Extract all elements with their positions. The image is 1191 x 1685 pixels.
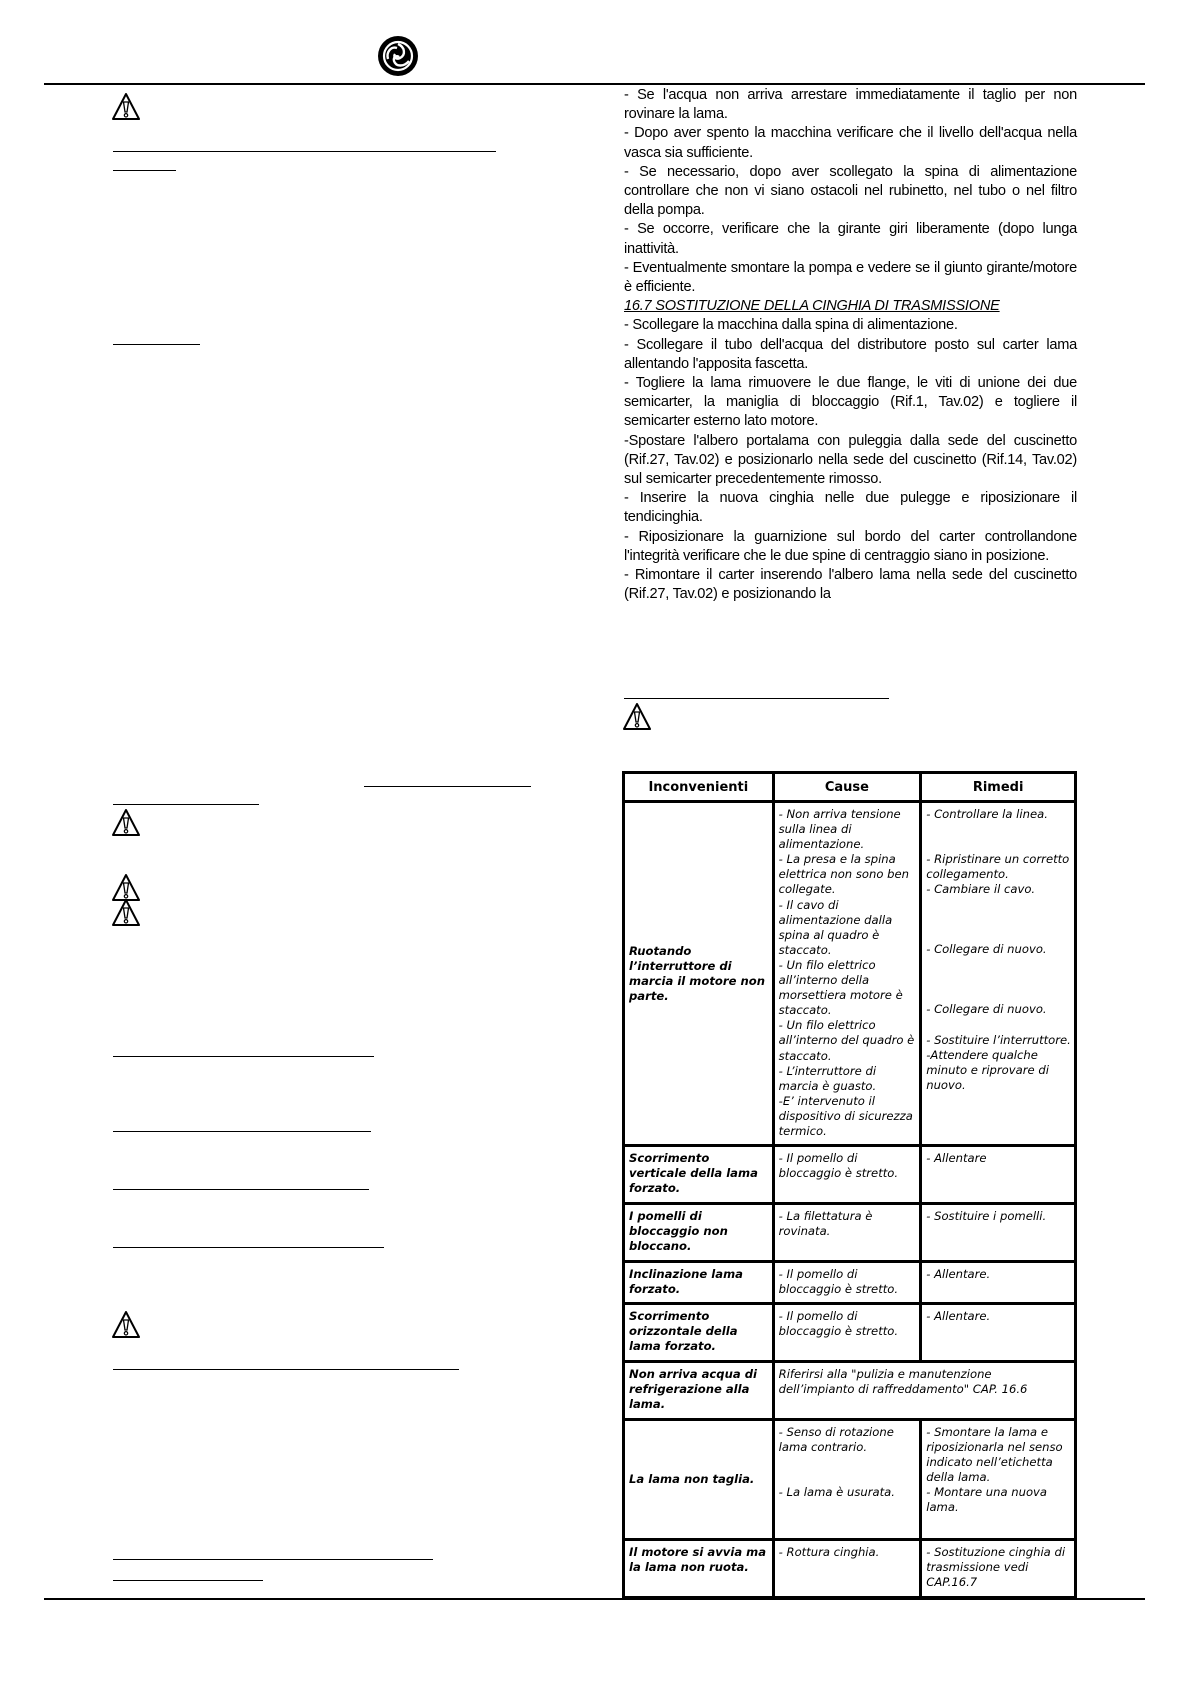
column-header: Rimedi xyxy=(921,773,1076,802)
step: - Scollegare la macchina dalla spina di alimentazione. xyxy=(624,317,958,334)
underline-rule xyxy=(113,1056,374,1057)
problem-cell: Scorrimento verticale della lama forzato. xyxy=(624,1146,774,1204)
problem-cell: Ruotando l’interruttore di marcia il motore non parte. xyxy=(624,802,774,1146)
problem-cell: Scorrimento orizzontale della lama forzato. xyxy=(624,1304,774,1362)
troubleshooting-table xyxy=(622,771,1077,1599)
step: - Inserire la nuova cinghia nelle due pulegge e riposizionare il tendicinghia. xyxy=(624,490,1077,526)
table-row xyxy=(624,802,1076,1146)
cause-item: - Il cavo di alimentazione dalla spina al quadro è staccato. xyxy=(778,897,893,957)
warning-icon xyxy=(111,92,141,122)
paragraph: - Se l'acqua non arriva arrestare immediatamente il taglio per non rovinare la lama. xyxy=(624,87,1077,123)
underline-rule xyxy=(113,1247,384,1248)
combined-cell: Riferirsi alla "pulizia e manutenzione dell’impianto di raffreddamento" CAP. 16.6 xyxy=(773,1362,1075,1420)
step: -Spostare l'albero portalama con puleggia dalla sede del cuscinetto (Rif.27, Tav.02) e posizionarlo nella sede del cuscinetto (Rif.14, Tav.02) sul semicarter precedentemente rimosso. xyxy=(624,432,1077,488)
step: - Togliere la lama rimuovere le due flange, le viti di unione dei due semicarter, la maniglia di bloccaggio (Rif.1, Tav.02) e togliere il semicarter esterno lato motore. xyxy=(624,375,1077,430)
remedy-item: - Controllare la linea. xyxy=(926,807,1048,821)
underline-rule xyxy=(113,1559,433,1560)
warning-icon xyxy=(111,898,141,928)
underline-rule xyxy=(113,344,200,345)
table-row xyxy=(624,1540,1076,1598)
table-row xyxy=(624,1420,1076,1540)
cause-item: - Non arriva tensione sulla linea di alimentazione. xyxy=(778,807,901,852)
underline-rule xyxy=(113,1580,263,1581)
cause-item: - Senso di rotazione lama contrario. xyxy=(778,1425,894,1455)
problem-cell: Il motore si avvia ma la lama non ruota. xyxy=(624,1540,774,1598)
remedy-cell: - Allentare. xyxy=(921,1304,1076,1362)
table-row xyxy=(624,1204,1076,1262)
cause-item: - Un filo elettrico all’interno del quadro è staccato. xyxy=(778,1018,915,1063)
column-header: Inconvenienti xyxy=(624,773,774,802)
underline-rule xyxy=(113,1369,459,1370)
remedy-item: - Cambiare il cavo. xyxy=(926,882,1036,897)
table-header-row xyxy=(624,773,1076,802)
remedy-item: - Sostituire l’interruttore. xyxy=(926,1032,1071,1047)
step: - Scollegare il tubo dell'acqua del distributore posto sul carter lama allentando l'apposita fascetta. xyxy=(624,336,1077,372)
causes-cell xyxy=(773,1420,921,1540)
remedy-item: - Ripristinare un corretto collegamento. xyxy=(926,852,1070,882)
cause-cell: - Il pomello di bloccaggio è stretto. xyxy=(773,1304,921,1362)
underline-rule xyxy=(113,151,496,152)
warning-icon xyxy=(111,808,141,838)
remedy-cell: - Allentare xyxy=(921,1146,1076,1204)
causes-cell xyxy=(773,802,921,1146)
problem-cell: La lama non taglia. xyxy=(624,1420,774,1540)
remedy-item: -Attendere qualche minuto e riprovare di nuovo. xyxy=(926,1047,1049,1092)
step: - Rimontare il carter inserendo l'albero lama nella sede del cuscinetto (Rif.27, Tav.02) e posizionando la xyxy=(624,567,1077,603)
remedy-item: - Montare una nuova lama. xyxy=(926,1485,1048,1515)
cause-cell: - Rottura cinghia. xyxy=(773,1540,921,1598)
remedy-item: - Collegare di nuovo. xyxy=(926,1002,1047,1017)
spiral-logo-icon xyxy=(377,35,419,77)
remedy-item: - Collegare di nuovo. xyxy=(926,942,1047,957)
remedy-cell: - Allentare. xyxy=(921,1262,1076,1304)
maintenance-text xyxy=(624,86,1077,604)
remedies-cell xyxy=(921,802,1076,1146)
underline-rule xyxy=(624,698,889,699)
paragraph: - Se occorre, verificare che la girante giri liberamente (dopo lunga inattività. xyxy=(624,221,1077,257)
remedies-cell xyxy=(921,1420,1076,1540)
warning-icon xyxy=(622,702,652,732)
remedy-cell: - Sostituire i pomelli. xyxy=(921,1204,1076,1262)
remedy-cell: - Sostituzione cinghia di trasmissione vedi CAP.16.7 xyxy=(921,1540,1076,1598)
cause-cell: - Il pomello di bloccaggio è stretto. xyxy=(773,1146,921,1204)
column-header: Cause xyxy=(773,773,921,802)
problem-cell: Inclinazione lama forzato. xyxy=(624,1262,774,1304)
problem-cell: I pomelli di bloccaggio non bloccano. xyxy=(624,1204,774,1262)
footer-rule xyxy=(44,1598,1145,1600)
cause-item: -E’ intervenuto il dispositivo di sicurezza termico. xyxy=(778,1093,913,1138)
warning-icon xyxy=(111,1310,141,1340)
table-row xyxy=(624,1146,1076,1204)
cause-cell: - La filettatura è rovinata. xyxy=(773,1204,921,1262)
step: - Riposizionare la guarnizione sul bordo del carter controllandone l'integrità verificare che le due spine di centraggio siano in posizione. xyxy=(624,528,1077,564)
underline-rule xyxy=(113,170,176,171)
cause-item: - La lama è usurata. xyxy=(778,1485,895,1500)
cause-item: - L’interruttore di marcia è guasto. xyxy=(778,1063,877,1093)
underline-rule xyxy=(364,786,531,787)
cause-item: - La presa e la spina elettrica non sono ben collegate. xyxy=(778,852,909,897)
table-row xyxy=(624,1262,1076,1304)
cause-item: - Un filo elettrico all’interno della morsettiera motore è staccato. xyxy=(778,957,903,1018)
paragraph: - Se necessario, dopo aver scollegato la spina di alimentazione controllare che non vi siano ostacoli nel rubinetto, nel tubo o nel filtro della pompa. xyxy=(624,163,1077,219)
underline-rule xyxy=(113,804,259,805)
section-heading: 16.7 SOSTITUZIONE DELLA CINGHIA DI TRASMISSIONE xyxy=(624,298,1000,315)
problem-cell: Non arriva acqua di refrigerazione alla lama. xyxy=(624,1362,774,1420)
table-row xyxy=(624,1362,1076,1420)
paragraph: - Dopo aver spento la macchina verificare che il livello dell'acqua nella vasca sia sufficiente. xyxy=(624,125,1077,161)
remedy-item: - Smontare la lama e riposizionarla nel senso indicato nell’etichetta della lama. xyxy=(926,1425,1063,1485)
underline-rule xyxy=(113,1131,371,1132)
header-rule xyxy=(44,83,1145,85)
cause-cell: - Il pomello di bloccaggio è stretto. xyxy=(773,1262,921,1304)
table-row xyxy=(624,1304,1076,1362)
paragraph: - Eventualmente smontare la pompa e vedere se il giunto girante/motore è efficiente. xyxy=(624,259,1077,296)
underline-rule xyxy=(113,1189,369,1190)
